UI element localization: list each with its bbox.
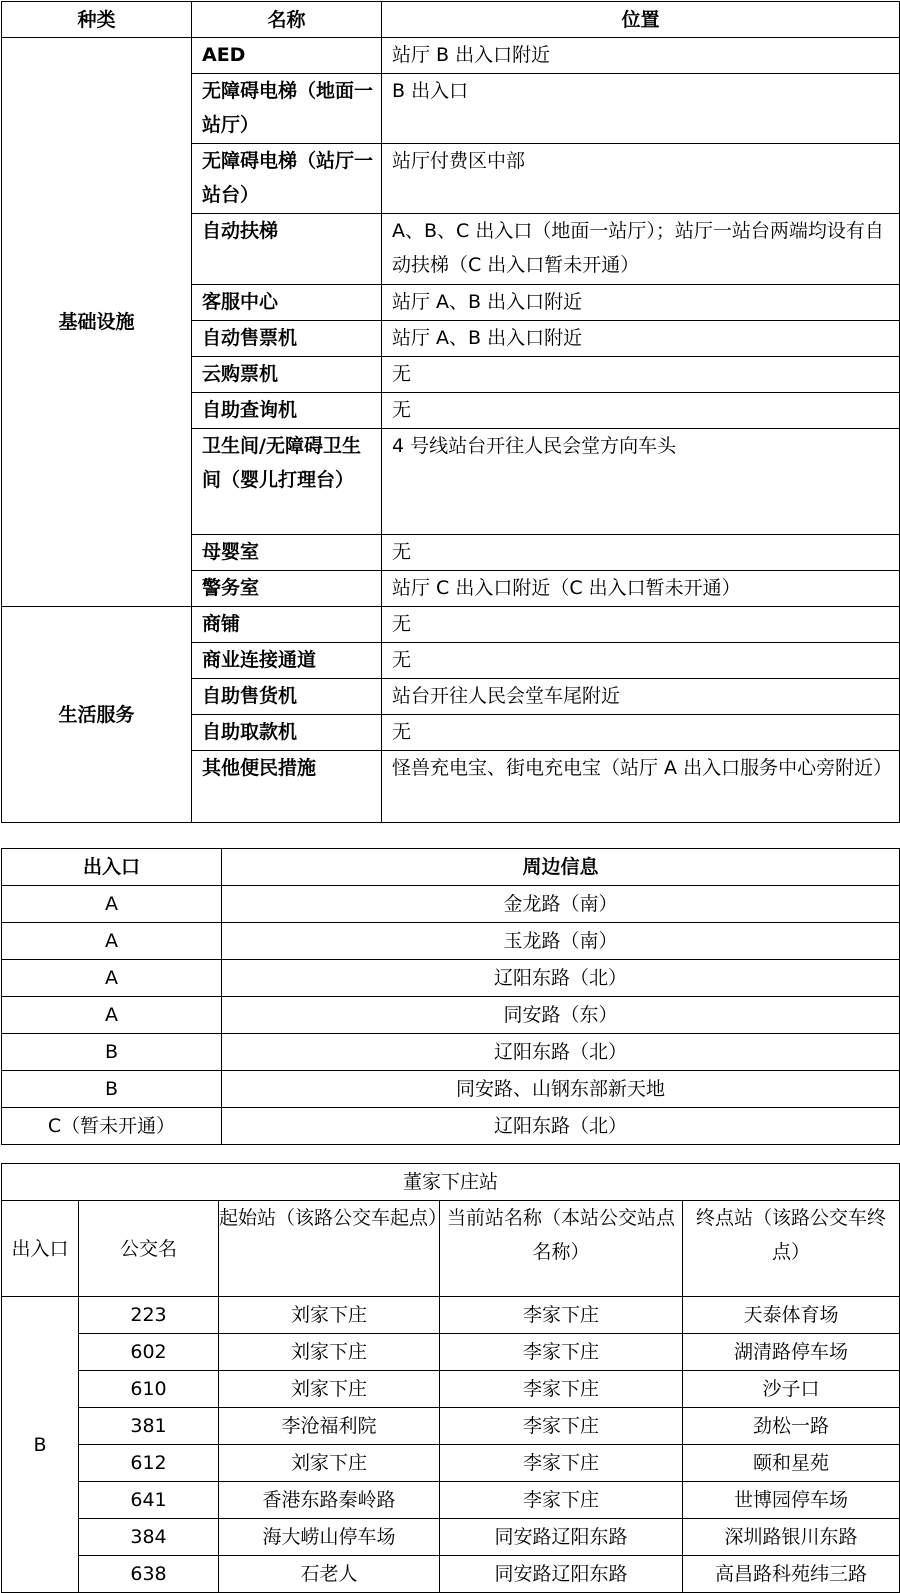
info-cell: 玉龙路（南） [222, 923, 900, 960]
end-cell: 深圳路银川东路 [683, 1519, 900, 1556]
facility-name: 自助查询机 [192, 393, 382, 429]
line-cell: 610 [79, 1371, 219, 1408]
line-cell: 641 [79, 1482, 219, 1519]
table-row [2, 1297, 900, 1334]
info-cell: 同安路、山钢东部新天地 [222, 1071, 900, 1108]
entrance-cell: B [2, 1034, 222, 1071]
facility-location: 站厅 C 出入口附近（C 出入口暂未开通） [382, 571, 900, 607]
facility-name: 母婴室 [192, 535, 382, 571]
facility-name: 警务室 [192, 571, 382, 607]
info-cell: 辽阳东路（北） [222, 960, 900, 997]
end-cell: 世博园停车场 [683, 1482, 900, 1519]
header-start: 起始站（该路公交车起点） [219, 1201, 440, 1297]
start-cell: 石老人 [219, 1556, 440, 1593]
line-cell: 612 [79, 1445, 219, 1482]
facility-location: 无 [382, 357, 900, 393]
facility-name: 无障碍电梯（地面一站厅） [192, 74, 382, 144]
start-cell: 李沧福利院 [219, 1408, 440, 1445]
current-cell: 同安路辽阳东路 [440, 1519, 683, 1556]
entrance-cell: A [2, 923, 222, 960]
info-cell: 同安路（东） [222, 997, 900, 1034]
start-cell: 香港东路秦岭路 [219, 1482, 440, 1519]
facility-location: B 出入口 [382, 74, 900, 144]
facility-location: 无 [382, 715, 900, 751]
header-line: 公交名 [79, 1201, 219, 1297]
facility-name: 自助售货机 [192, 679, 382, 715]
facility-location: 站台开往人民会堂车尾附近 [382, 679, 900, 715]
start-cell: 刘家下庄 [219, 1297, 440, 1334]
facility-name: 自动扶梯 [192, 214, 382, 285]
header-current: 当前站名称（本站公交站点名称） [440, 1201, 683, 1297]
line-cell: 638 [79, 1556, 219, 1593]
table-row [2, 1108, 900, 1145]
end-cell: 高昌路科苑纬三路 [683, 1556, 900, 1593]
line-cell: 602 [79, 1334, 219, 1371]
facility-location: 无 [382, 643, 900, 679]
end-cell: 湖清路停车场 [683, 1334, 900, 1371]
facility-location: 怪兽充电宝、街电充电宝（站厅 A 出入口服务中心旁附近） [382, 751, 900, 823]
current-cell: 李家下庄 [440, 1371, 683, 1408]
facility-location: 无 [382, 393, 900, 429]
facility-name: 无障碍电梯（站厅一站台） [192, 144, 382, 214]
table-row [2, 1071, 900, 1108]
facility-location: 站厅 B 出入口附近 [382, 38, 900, 74]
facility-name: 商业连接通道 [192, 643, 382, 679]
table-row [2, 923, 900, 960]
facility-location: 站厅付费区中部 [382, 144, 900, 214]
current-cell: 李家下庄 [440, 1297, 683, 1334]
facility-name: 商铺 [192, 607, 382, 643]
entrance-cell: B [2, 1071, 222, 1108]
facility-location: 站厅 A、B 出入口附近 [382, 285, 900, 321]
table-row [2, 1445, 900, 1482]
table-row [2, 1519, 900, 1556]
current-cell: 李家下庄 [440, 1482, 683, 1519]
start-cell: 刘家下庄 [219, 1445, 440, 1482]
line-cell: 381 [79, 1408, 219, 1445]
entrance-cell: A [2, 886, 222, 923]
table-row [2, 960, 900, 997]
entrance-cell: A [2, 960, 222, 997]
category-cell: 基础设施 [2, 38, 192, 607]
start-cell: 刘家下庄 [219, 1334, 440, 1371]
facility-location: A、B、C 出入口（地面一站厅）；站厅一站台两端均设有自动扶梯（C 出入口暂未开通） [382, 214, 900, 285]
current-cell: 同安路辽阳东路 [440, 1556, 683, 1593]
entrance-cell: C（暂未开通） [2, 1108, 222, 1145]
facility-name: 自助取款机 [192, 715, 382, 751]
facility-name: 云购票机 [192, 357, 382, 393]
facility-name: 自动售票机 [192, 321, 382, 357]
category-cell: 生活服务 [2, 607, 192, 823]
facility-location: 无 [382, 607, 900, 643]
header-end: 终点站（该路公交车终点） [683, 1201, 900, 1297]
header-surroundings: 周边信息 [222, 849, 900, 886]
info-cell: 辽阳东路（北） [222, 1108, 900, 1145]
table-row [2, 886, 900, 923]
entrance-cell: B [2, 1297, 79, 1593]
current-cell: 李家下庄 [440, 1445, 683, 1482]
line-cell: 223 [79, 1297, 219, 1334]
start-cell: 海大崂山停车场 [219, 1519, 440, 1556]
facility-location: 站厅 A、B 出入口附近 [382, 321, 900, 357]
table-row [2, 997, 900, 1034]
table-row [2, 1034, 900, 1071]
facility-name: 其他便民措施 [192, 751, 382, 823]
table-row [2, 1371, 900, 1408]
table-row [2, 1482, 900, 1519]
facilities-table [1, 1, 900, 823]
facility-name: 客服中心 [192, 285, 382, 321]
header-name: 名称 [192, 2, 382, 38]
table-row [2, 1408, 900, 1445]
entrance-cell: A [2, 997, 222, 1034]
station-title: 董家下庄站 [2, 1164, 900, 1201]
facility-name: 卫生间/无障碍卫生间（婴儿打理台） [192, 429, 382, 535]
line-cell: 384 [79, 1519, 219, 1556]
header-location: 位置 [382, 2, 900, 38]
current-cell: 李家下庄 [440, 1408, 683, 1445]
end-cell: 沙子口 [683, 1371, 900, 1408]
info-cell: 金龙路（南） [222, 886, 900, 923]
info-cell: 辽阳东路（北） [222, 1034, 900, 1071]
start-cell: 刘家下庄 [219, 1371, 440, 1408]
facility-name: AED [192, 38, 382, 74]
current-cell: 李家下庄 [440, 1334, 683, 1371]
table-row [2, 1334, 900, 1371]
bus-table [1, 1163, 900, 1593]
header-entrance: 出入口 [2, 849, 222, 886]
end-cell: 颐和星苑 [683, 1445, 900, 1482]
header-category: 种类 [2, 2, 192, 38]
end-cell: 劲松一路 [683, 1408, 900, 1445]
table-row [2, 1556, 900, 1593]
end-cell: 天泰体育场 [683, 1297, 900, 1334]
facility-location: 4 号线站台开往人民会堂方向车头 [382, 429, 900, 535]
surroundings-table [1, 848, 900, 1145]
header-entrance: 出入口 [2, 1201, 79, 1297]
facility-location: 无 [382, 535, 900, 571]
